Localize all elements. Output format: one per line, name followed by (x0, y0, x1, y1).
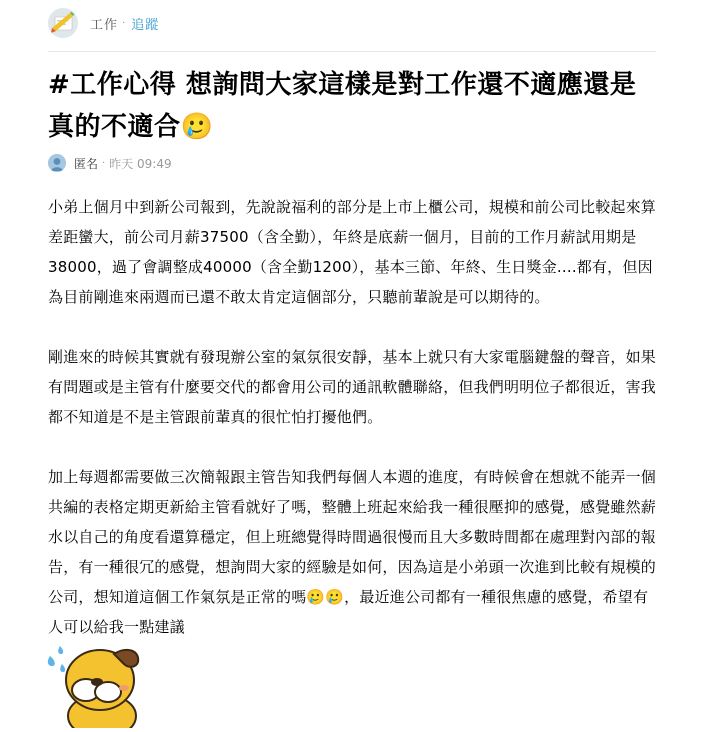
post-paragraph: 小弟上個月中到新公司報到，先說說福利的部分是上市上櫃公司，規模和前公司比較起來算差距蠻大，前公司月薪37500（含全勤），年終是底薪一個月，目前的工作月薪試用期是38000，過了會調整成40000（含全勤1200），基本三節、年終、生日獎金....都有，但因為目前剛進來兩週而已還不敢太肯定這個部分，只聽前輩說是可以期待的。 (48, 198, 657, 306)
post-time: 昨天 09:49 (109, 156, 172, 171)
author-name: 匿名 (74, 156, 99, 171)
header-divider (48, 51, 656, 52)
post-title: #工作心得 想詢問大家這樣是對工作還不適應還是真的不適合🥲 (48, 70, 637, 142)
author-separator: · (102, 157, 106, 169)
work-board-icon[interactable] (48, 8, 78, 38)
crying-dog-sticker (44, 628, 144, 728)
post-paragraph: 加上每週都需要做三次簡報跟主管告知我們每個人本週的進度，有時候會在想就不能弄一個共編的表格定期更新給主管看就好了嗎，整體上班起來給我一種很壓抑的感覺，感覺雖然薪水以自己的角度看還算穩定，但上班總覺得時間過很慢而且大多數時間都在處理對內部的報告，有一種很冗的感覺，想詢問大家的經驗是如何，因為這是小弟頭一次進到比較有規模的公司，想知道這個工作氣氛是正常的嗎🥲🥲，最近進公司都有一種很焦慮的感覺，希望有人可以給我一點建議 (48, 468, 657, 636)
post-paragraph: 剛進來的時候其實就有發現辦公室的氣氛很安靜，基本上就只有大家電腦鍵盤的聲音，如果有問題或是主管有什麼要交代的都會用公司的通訊軟體聯絡，但我們明明位子都很近，害我都不知道是不是主管跟前輩真的很忙怕打擾他們。 (48, 348, 657, 426)
board-header (48, 5, 656, 41)
post-body (48, 192, 660, 672)
board-separator: · (122, 17, 126, 29)
author-info (48, 152, 172, 174)
board-name[interactable]: 工作 (90, 17, 119, 33)
anonymous-avatar-icon (48, 154, 66, 172)
follow-button[interactable]: 追蹤 (131, 17, 160, 33)
